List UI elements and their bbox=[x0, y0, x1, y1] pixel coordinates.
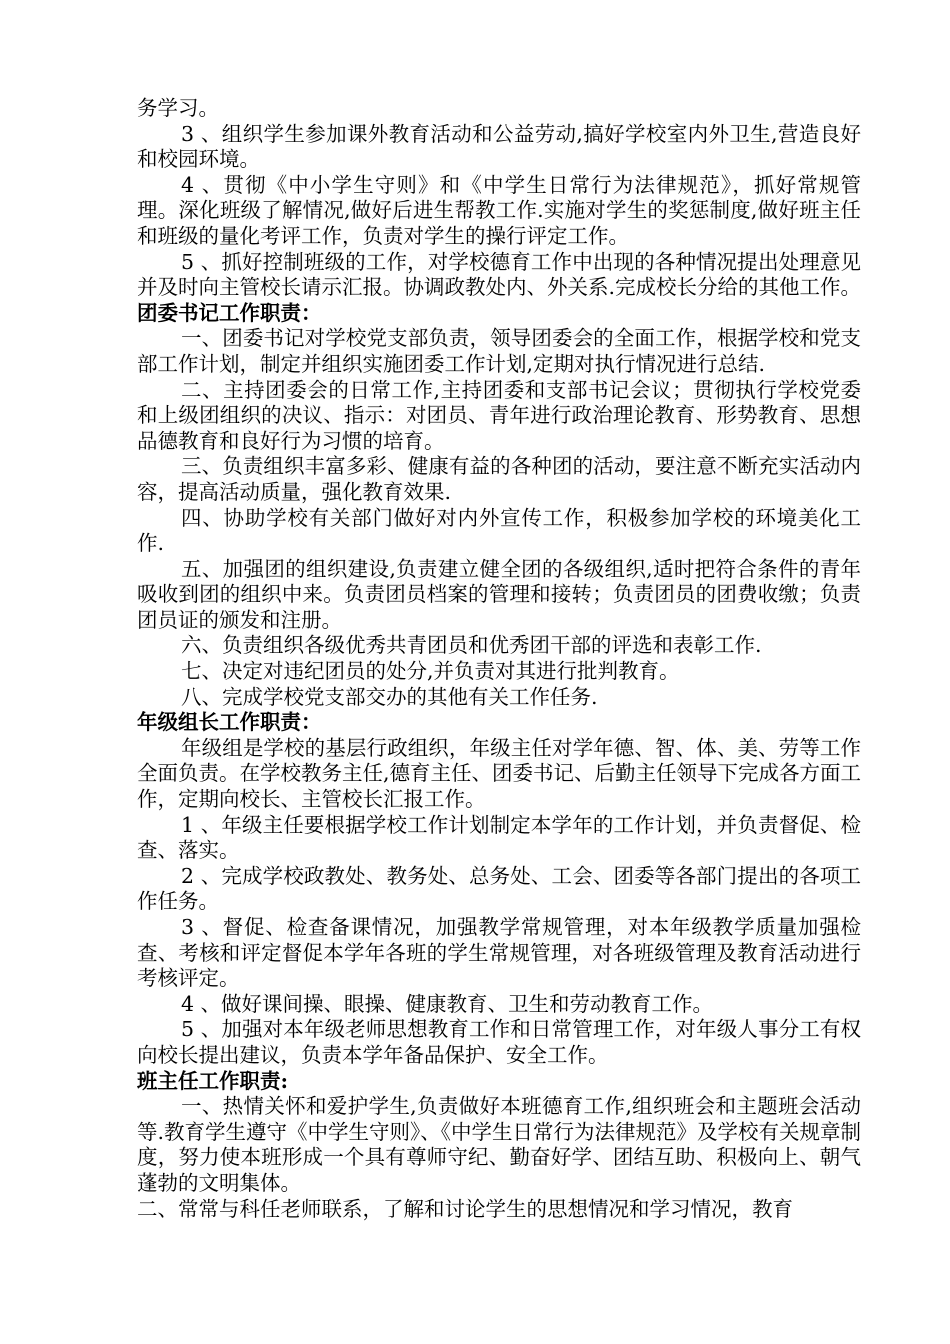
section-heading: 年级组长工作职责： bbox=[137, 710, 322, 735]
paragraph: 二、常常与科任老师联系，了解和讨论学生的思想情况和学习情况，教育 bbox=[137, 1196, 793, 1221]
paragraph: 七、决定对违纪团员的处分,并负责对其进行批判教育。 bbox=[181, 659, 680, 684]
paragraph: 务学习。 bbox=[137, 96, 219, 120]
paragraph: 年级组是学校的基层行政组织，年级主任对学年德、智、体、美、劳等工作全面负责。在学校教务主任,德育主任、团委书记、后勤主任领导下完成各方面工作，定期向校长、主管校长汇报工作。 bbox=[137, 735, 862, 812]
section-heading: 班主任工作职责: bbox=[137, 1068, 289, 1093]
paragraph: 4 、贯彻《中小学生守则》和《中学生日常行为法律规范》，抓好常规管理。深化班级了解情况,做好后进生帮教工作.实施对学生的奖惩制度,做好班主任和班级的量化考评工作，负责对学生的操行评定工作。 bbox=[137, 172, 861, 248]
paragraph: 一、团委书记对学校党支部负责，领导团委会的全面工作，根据学校和党支部工作计划，制定并组织实施团委工作计划,定期对执行情况进行总结. bbox=[137, 326, 861, 376]
section-class-teacher bbox=[137, 1069, 861, 1223]
paragraph: 5 、抓好控制班级的工作，对学校德育工作中出现的各种情况提出处理意见并及时向主管校长请示汇报。协调政教处内、外关系.完成校长分给的其他工作。 bbox=[137, 249, 862, 300]
paragraph: 3 、督促、检查备课情况，加强教学常规管理，对本年级教学质量加强检查、考核和评定督促本学年各班的学生常规管理，对各班级管理及教育活动进行考核评定。 bbox=[137, 915, 861, 991]
section-grade-leader bbox=[137, 710, 861, 1068]
paragraph: 一、热情关怀和爱护学生,负责做好本班德育工作,组织班会和主题班会活动等.教育学生遵守《中学生守则》、《中学生日常行为法律规范》及学校有关规章制度，努力使本班形成一个具有尊师守纪、勤奋好学、团结互助、积极向上、朝气蓬勃的文明集体。 bbox=[137, 1094, 862, 1195]
section-youth-league-secretary bbox=[137, 301, 861, 711]
paragraph: 3 、组织学生参加课外教育活动和公益劳动,搞好学校室内外卫生,营造良好和校园环境。 bbox=[137, 121, 861, 172]
document-page bbox=[137, 96, 861, 1222]
paragraph: 1 、年级主任要根据学校工作计划制定本学年的工作计划，并负责督促、检查、落实。 bbox=[137, 812, 861, 863]
paragraph: 八、完成学校党支部交办的其他有关工作任务. bbox=[181, 684, 598, 709]
paragraph: 三、负责组织丰富多彩、健康有益的各种团的活动，要注意不断充实活动内容，提高活动质量，强化教育效果. bbox=[137, 454, 861, 504]
intro-block bbox=[137, 96, 861, 301]
paragraph: 4 、做好课间操、眼操、健康教育、卫生和劳动教育工作。 bbox=[181, 991, 714, 1016]
section-heading: 团委书记工作职责： bbox=[137, 300, 322, 325]
paragraph: 六、负责组织各级优秀共青团员和优秀团干部的评选和表彰工作. bbox=[181, 633, 762, 658]
paragraph: 5 、加强对本年级老师思想教育工作和日常管理工作，对年级人事分工有权向校长提出建议，负责本学年备品保护、安全工作。 bbox=[137, 1017, 861, 1067]
paragraph: 2 、完成学校政教处、教务处、总务处、工会、团委等各部门提出的各项工作任务。 bbox=[137, 863, 861, 914]
paragraph: 四、协助学校有关部门做好对内外宣传工作，积极参加学校的环境美化工作. bbox=[137, 505, 861, 556]
paragraph: 二、主持团委会的日常工作,主持团委和支部书记会议；贯彻执行学校党委和上级团组织的决议、指示：对团员、青年进行政治理论教育、形势教育、思想品德教育和良好行为习惯的培育。 bbox=[137, 377, 861, 453]
paragraph: 五、加强团的组织建设,负责建立健全团的各级组织,适时把符合条件的青年吸收到团的组织中来。负责团员档案的管理和接转；负责团员的团费收缴；负责团员证的颁发和注册。 bbox=[137, 556, 861, 632]
